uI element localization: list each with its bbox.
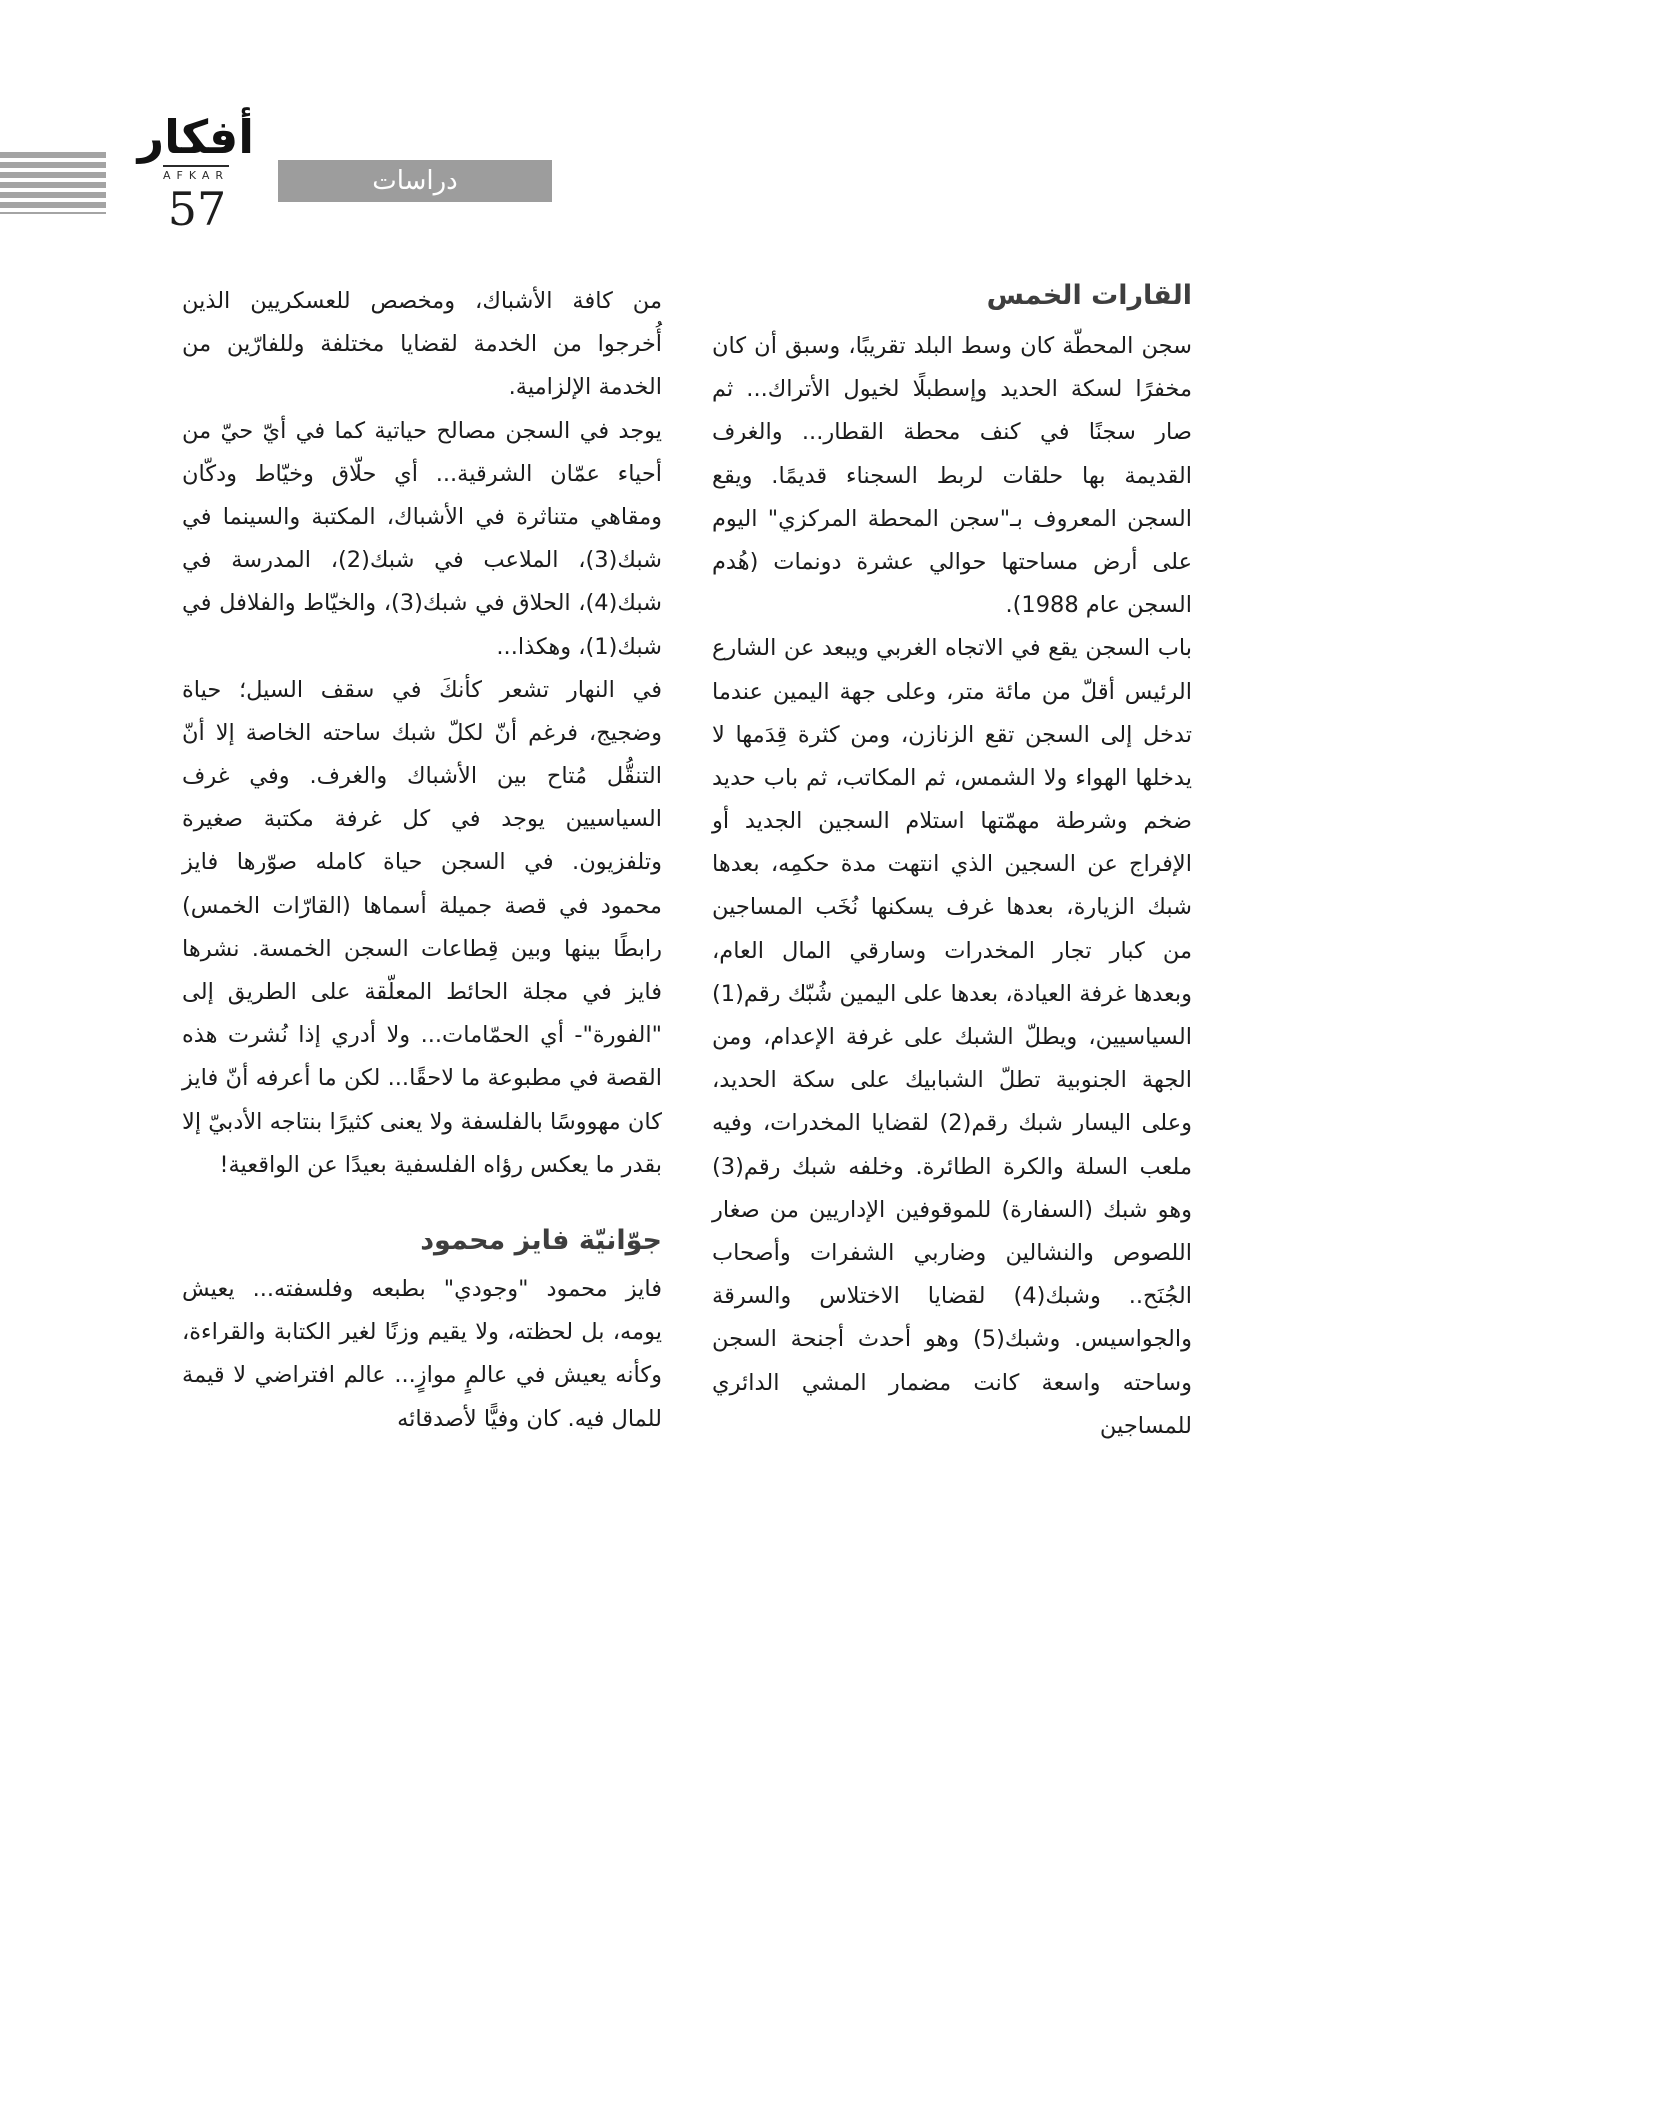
logo-arabic-title: أفكار	[137, 110, 254, 164]
logo-latin-subtitle: AFKAR	[163, 165, 229, 182]
magazine-logo	[138, 112, 254, 183]
paragraph: في النهار تشعر كأنكَ في سقف السيل؛ حياة وضجيج، فرغم أنّ لكلّ شبك ساحته الخاصة إلا أنّ التنقُّل مُتاح بين الأشباك والغرف. وفي غرف السياسيين يوجد في كل غرفة مكتبة صغيرة وتلفزيون. في السجن حياة كامله صوّرها فايز محمود في قصة جميلة أسماها (القارّات الخمس) رابطًا بينها وبين قِطاعات السجن الخمسة. نشرها فايز في مجلة الحائط المعلّقة على الطريق إلى "الفورة"- أي الحمّامات... ولا أدري إذا نُشرت هذه القصة في مطبوعة ما لاحقًا... لكن ما أعرفه أنّ فايز كان مهووسًا بالفلسفة ولا يعنى كثيرًا بنتاجه الأدبيّ إلا بقدر ما يعكس رؤاه الفلسفية بعيدًا عن الواقعية!	[182, 676, 662, 1178]
paragraph: سجن المحطّة كان وسط البلد تقريبًا، وسبق أن كان مخفرًا لسكة الحديد وإسطبلًا لخيول الأتراك... ثم صار سجنًا في كنف محطة القطار... والغرف القديمة بها حلقات لربط السجناء قديمًا. ويقع السجن المعروف بـ"سجن المحطة المركزي" اليوم على أرض مساحتها حوالي عشرة دونمات (هُدم السجن عام 1988).	[712, 333, 1192, 619]
decorative-stripes	[0, 152, 106, 214]
column-left	[182, 280, 662, 1448]
paragraph: باب السجن يقع في الاتجاه الغربي ويبعد عن الشارع الرئيس أقلّ من مائة متر، وعلى جهة اليمين عندما تدخل إلى السجن تقع الزنازن، ومن كثرة قِدَمها لا يدخلها الهواء ولا الشمس، ثم المكاتب، ثم باب حديد ضخم وشرطة مهمّتها استلام السجين الجديد أو الإفراج عن السجين الذي انتهت مدة حكمِه، بعدها شبك الزيارة، بعدها غرف يسكنها نُخَب المساجين من كبار تجار المخدرات وسارقي المال العام، وبعدها غرفة العيادة، بعدها على اليمين شُبّك رقم(1) السياسيين، ويطلّ الشبك على غرفة الإعدام، ومن الجهة الجنوبية تطلّ الشبابيك على سكة الحديد، وعلى اليسار شبك رقم(2) لقضايا المخدرات، وفيه ملعب السلة والكرة الطائرة. وخلفه شبك رقم(3) وهو شبك (السفارة) للموقوفين الإداريين من صغار اللصوص والنشالين وضاربي الشفرات وأصحاب الجُنَح.. وشبك(4) لقضايا الاختلاس والسرقة والجواسيس. وشبك(5) وهو أحدث أجنحة السجن وساحته واسعة كانت مضمار المشي الدائري للمساجين	[712, 635, 1192, 1439]
page-number: 57	[167, 182, 227, 236]
paragraph: فايز محمود "وجودي" بطبعه وفلسفته... يعيش يومه، بل لحظته، ولا يقيم وزنًا لغير الكتابة والقراءة، وكأنه يعيش في عالمٍ موازٍ... عالم افتراضي لا قيمة للمال فيه. كان وفيًّا لأصدقائه	[182, 1275, 662, 1432]
section-heading-fayez-mahmoud: جوّانيّة فايز محمود	[420, 1224, 662, 1256]
paragraph: يوجد في السجن مصالح حياتية كما في أيّ حيّ من أحياء عمّان الشرقية... أي حلّاق وخيّاط ودكّان ومقاهي متناثرة في الأشباك، المكتبة والسينما في شبك(3)، الملاعب في شبك(2)، المدرسة في شبك(4)، الحلاق في شبك(3)، والخيّاط والفلافل في شبك(1)، وهكذا...	[182, 417, 663, 660]
section-heading-five-continents: القارات الخمس	[986, 280, 1192, 311]
column-right	[712, 280, 1192, 1448]
article-body	[182, 280, 1192, 1448]
section-banner: دراسات	[278, 160, 552, 202]
paragraph: من كافة الأشباك، ومخصص للعسكريين الذين أُخرجوا من الخدمة لقضايا مختلفة وللفارّين من الخدمة الإلزامية.	[182, 288, 662, 401]
